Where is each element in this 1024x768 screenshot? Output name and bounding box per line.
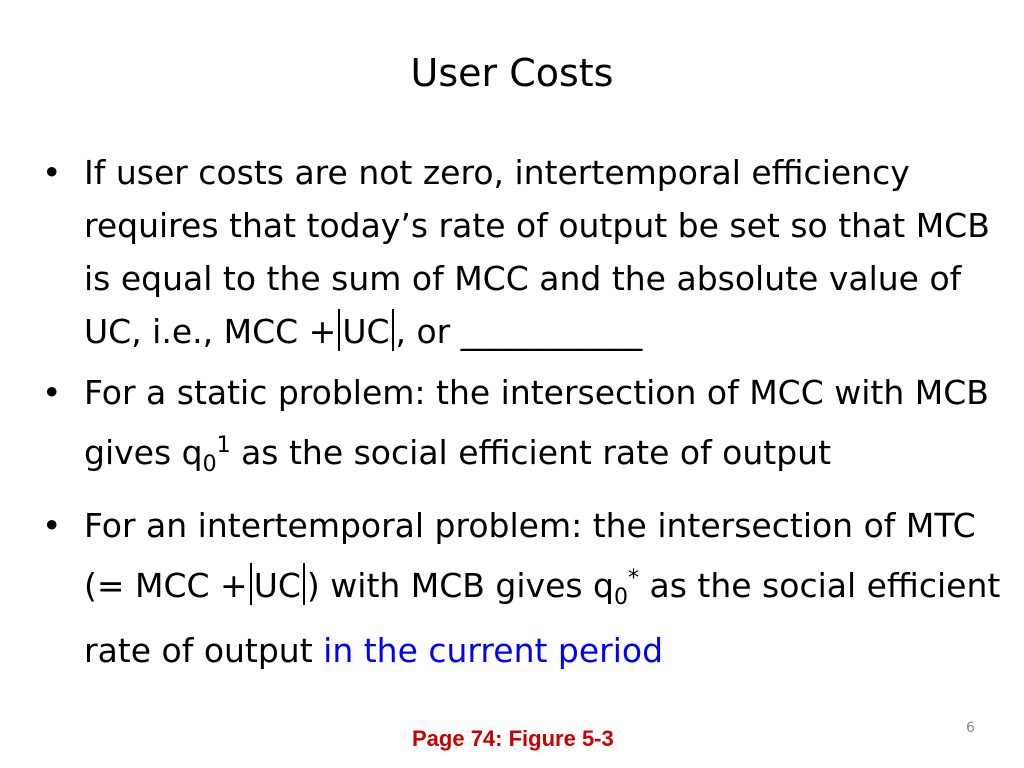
bullet-item-intertemporal-problem	[0, 499, 1024, 677]
bullet-text: For an intertemporal problem: the intersection of MTC (= MCC +	[84, 506, 976, 605]
bullet-item-user-cost-efficiency	[0, 146, 1024, 358]
superscript: *	[628, 566, 640, 591]
slide-title: User Costs	[410, 51, 614, 95]
subscript: 0	[614, 585, 629, 610]
bullet-text-tail: as the social efficient rate of output	[230, 433, 832, 472]
page-reference-link: Page 74: Figure 5-3	[412, 726, 614, 751]
bullet-text-middle: ) with MCB gives q	[306, 566, 615, 605]
slide-number: 6	[966, 720, 975, 736]
bullet-marker: •	[42, 373, 62, 412]
subscript: 0	[202, 452, 217, 477]
abs-value-text: UC	[253, 566, 301, 605]
abs-value-text: UC	[342, 312, 390, 351]
bullet-text: If user costs are not zero, intertemporal efficiency requires that today’s rate of output be set so that MCB is equal to the sum of MCC and the absolute value of UC, i.e., MCC +	[84, 153, 990, 351]
bullet-text: For a static problem: the intersection of MCC with MCB gives q	[84, 373, 989, 472]
highlighted-text: in the current period	[323, 631, 664, 670]
bullet-text-tail: as the social efficient rate of output	[84, 566, 1001, 670]
bullet-marker: •	[42, 153, 62, 192]
bullet-item-static-problem	[0, 366, 1024, 491]
bullet-list	[0, 146, 1024, 685]
abs-bar-left	[338, 309, 340, 351]
superscript: 1	[216, 433, 231, 458]
bullet-marker: •	[42, 506, 62, 545]
abs-bar-right	[392, 309, 394, 351]
bullet-text-tail: , or ___________	[395, 312, 643, 351]
abs-bar-right	[303, 563, 305, 605]
abs-bar-left	[250, 563, 252, 605]
